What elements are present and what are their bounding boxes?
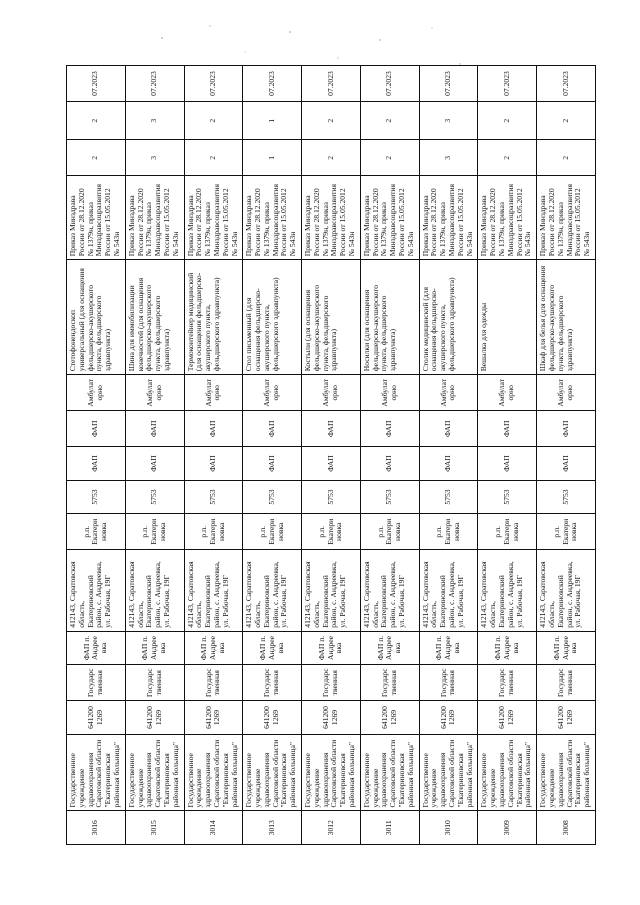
cell-id: 3008 <box>537 811 596 845</box>
cell-type1: ФАП <box>360 447 419 481</box>
cell-qty2: 2 <box>67 102 126 140</box>
cell-care: Амбулаторно <box>478 375 537 411</box>
cell-type2: ФАП <box>243 411 302 447</box>
cell-id: 3009 <box>478 811 537 845</box>
cell-type2: ФАП <box>537 411 596 447</box>
cell-specialty: Вешалка для одежды <box>478 260 537 375</box>
cell-org: Государственное учреждение здравоохранения Саратовской области "Екатериновская районная больница" <box>537 734 596 811</box>
cell-address: 412143, Саратовская область, Екатериновский район, с. Андреевка, ул. Рабочая, 19Г <box>125 550 184 631</box>
cell-inn: 6412001269 <box>302 701 361 735</box>
cell-inn: 6412001269 <box>360 701 419 735</box>
cell-address: 412143, Саратовская область, Екатериновский район, с. Андреевка, ул. Рабочая, 19Г <box>67 550 126 631</box>
equipment-table <box>66 65 596 845</box>
cell-okato: 5753 <box>537 480 596 514</box>
cell-ownership: Государственная <box>419 665 478 701</box>
cell-okato: 5753 <box>67 480 126 514</box>
cell-qty2: 2 <box>360 102 419 140</box>
cell-settlement: р.п. Екатериновка <box>478 514 537 550</box>
cell-okato: 5753 <box>125 480 184 514</box>
cell-address: 412143, Саратовская область, Екатериновский район, с. Андреевка, ул. Рабочая, 19Г <box>537 550 596 631</box>
cell-specialty: Шина для иммобилизации конечностей (для оснащения фельдшерско-акушерского пункта, фельдшерского здравпункта) <box>125 260 184 375</box>
cell-order: Приказ Минздрава России от 28.12.2020 № 1379н, приказ Минздравсоцразвития России от 15.05.2012 № 543н <box>184 176 243 260</box>
cell-inn: 6412001269 <box>243 701 302 735</box>
cell-qty1: 1 <box>243 140 302 176</box>
cell-settlement: р.п. Екатериновка <box>243 514 302 550</box>
cell-care: Амбулаторно <box>243 375 302 411</box>
cell-ownership: Государственная <box>125 665 184 701</box>
cell-qty1: 2 <box>302 140 361 176</box>
cell-org: Государственное учреждение здравоохранения Саратовской области "Екатериновская районная больница" <box>184 734 243 811</box>
cell-name: ФАП п. Андреевка <box>184 631 243 665</box>
cell-care: Амбулаторно <box>184 375 243 411</box>
cell-ownership: Государственная <box>537 665 596 701</box>
cell-qty1: 2 <box>537 140 596 176</box>
cell-date: 07.2023 <box>302 66 361 102</box>
cell-order: Приказ Минздрава России от 28.12.2020 № 1379н, приказ Минздравсоцразвития России от 15.05.2012 № 543н <box>419 176 478 260</box>
cell-date: 07.2023 <box>67 66 126 102</box>
cell-date: 07.2023 <box>184 66 243 102</box>
cell-id: 3012 <box>302 811 361 845</box>
cell-specialty: Стол письменный (для оснащения фельдшерско-акушерского пункта, фельдшерского здравпункта) <box>243 260 302 375</box>
cell-qty1: 3 <box>419 140 478 176</box>
table-row <box>184 66 243 845</box>
cell-org: Государственное учреждение здравоохранения Саратовской области "Екатериновская районная больница" <box>243 734 302 811</box>
cell-order: Приказ Минздрава России от 28.12.2020 № 1379н, приказ Минздравсоцразвития России от 15.05.2012 № 543н <box>537 176 596 260</box>
cell-date: 07.2023 <box>537 66 596 102</box>
cell-address: 412143, Саратовская область, Екатериновский район, с. Андреевка, ул. Рабочая, 19Г <box>184 550 243 631</box>
cell-care: Амбулаторно <box>537 375 596 411</box>
cell-settlement: р.п. Екатериновка <box>67 514 126 550</box>
cell-qty2: 2 <box>537 102 596 140</box>
cell-specialty: Стетофонендоскоп универсальный (для оснащения фельдшерско-акушерского пункта, фельдшерского здравпункта) <box>67 260 126 375</box>
cell-qty2: 1 <box>243 102 302 140</box>
cell-okato: 5753 <box>478 480 537 514</box>
cell-date: 07.2023 <box>419 66 478 102</box>
cell-type1: ФАП <box>125 447 184 481</box>
cell-qty2: 2 <box>302 102 361 140</box>
cell-name: ФАП п. Андреевка <box>125 631 184 665</box>
cell-care: Амбулаторно <box>67 375 126 411</box>
cell-order: Приказ Минздрава России от 28.12.2020 № 1379н, приказ Минздравсоцразвития России от 15.05.2012 № 543н <box>302 176 361 260</box>
cell-id: 3013 <box>243 811 302 845</box>
cell-type1: ФАП <box>243 447 302 481</box>
cell-qty1: 2 <box>360 140 419 176</box>
table-row <box>243 66 302 845</box>
cell-okato: 5753 <box>360 480 419 514</box>
cell-address: 412143, Саратовская область, Екатериновский район, с. Андреевка, ул. Рабочая, 19Г <box>419 550 478 631</box>
cell-type2: ФАП <box>125 411 184 447</box>
cell-address: 412143, Саратовская область, Екатериновский район, с. Андреевка, ул. Рабочая, 19Г <box>478 550 537 631</box>
cell-org: Государственное учреждение здравоохранения Саратовской области "Екатериновская районная больница" <box>125 734 184 811</box>
cell-ownership: Государственная <box>243 665 302 701</box>
cell-settlement: р.п. Екатериновка <box>360 514 419 550</box>
cell-type1: ФАП <box>67 447 126 481</box>
cell-org: Государственное учреждение здравоохранения Саратовской области "Екатериновская районная больница" <box>360 734 419 811</box>
cell-qty2: 2 <box>478 102 537 140</box>
cell-type2: ФАП <box>184 411 243 447</box>
cell-okato: 5753 <box>184 480 243 514</box>
cell-order: Приказ Минздрава России от 28.12.2020 № 1379н, приказ Минздравсоцразвития России от 15.05.2012 № 543н <box>67 176 126 260</box>
cell-name: ФАП п. Андреевка <box>419 631 478 665</box>
cell-qty1: 2 <box>67 140 126 176</box>
cell-settlement: р.п. Екатериновка <box>302 514 361 550</box>
cell-ownership: Государственная <box>478 665 537 701</box>
cell-org: Государственное учреждение здравоохранения Саратовской области "Екатериновская районная больница" <box>67 734 126 811</box>
cell-id: 3011 <box>360 811 419 845</box>
cell-date: 07.2023 <box>125 66 184 102</box>
cell-id: 3010 <box>419 811 478 845</box>
cell-type1: ФАП <box>302 447 361 481</box>
cell-settlement: р.п. Екатериновка <box>537 514 596 550</box>
cell-specialty: Носилки (для оснащения фельдшерско-акушерского пункта, фельдшерского здравпункта) <box>360 260 419 375</box>
cell-name: ФАП п. Андреевка <box>302 631 361 665</box>
cell-name: ФАП п. Андреевка <box>537 631 596 665</box>
table-row <box>360 66 419 845</box>
table-row <box>302 66 361 845</box>
cell-qty1: 2 <box>478 140 537 176</box>
cell-inn: 6412001269 <box>184 701 243 735</box>
cell-okato: 5753 <box>243 480 302 514</box>
cell-okato: 5753 <box>302 480 361 514</box>
table-row <box>125 66 184 845</box>
cell-type2: ФАП <box>67 411 126 447</box>
cell-date: 07.2023 <box>478 66 537 102</box>
cell-settlement: р.п. Екатериновка <box>125 514 184 550</box>
cell-id: 3015 <box>125 811 184 845</box>
cell-date: 07.2023 <box>360 66 419 102</box>
cell-address: 412143, Саратовская область, Екатериновский район, с. Андреевка, ул. Рабочая, 19Г <box>360 550 419 631</box>
cell-care: Амбулаторно <box>419 375 478 411</box>
cell-date: 07.2023 <box>243 66 302 102</box>
cell-order: Приказ Минздрава России от 28.12.2020 № 1379н, приказ Минздравсоцразвития России от 15.05.2012 № 543н <box>360 176 419 260</box>
cell-id: 3016 <box>67 811 126 845</box>
cell-specialty: Столик медицинский (для оснащения фельдшерско-акушерского пункта, фельдшерского здравпункта) <box>419 260 478 375</box>
cell-type1: ФАП <box>478 447 537 481</box>
cell-id: 3014 <box>184 811 243 845</box>
cell-care: Амбулаторно <box>302 375 361 411</box>
cell-inn: 6412001269 <box>125 701 184 735</box>
cell-ownership: Государственная <box>360 665 419 701</box>
table-row <box>67 66 126 845</box>
cell-settlement: р.п. Екатериновка <box>184 514 243 550</box>
cell-inn: 6412001269 <box>419 701 478 735</box>
cell-type1: ФАП <box>419 447 478 481</box>
cell-name: ФАП п. Андреевка <box>67 631 126 665</box>
cell-care: Амбулаторно <box>360 375 419 411</box>
table-row <box>419 66 478 845</box>
cell-inn: 6412001269 <box>478 701 537 735</box>
cell-inn: 6412001269 <box>537 701 596 735</box>
cell-name: ФАП п. Андреевка <box>478 631 537 665</box>
cell-org: Государственное учреждение здравоохранения Саратовской области "Екатериновская районная больница" <box>419 734 478 811</box>
cell-ownership: Государственная <box>67 665 126 701</box>
cell-specialty: Шкаф для белья (для оснащения фельдшерско-акушерского пункта, фельдшерского здравпункта) <box>537 260 596 375</box>
cell-name: ФАП п. Андреевка <box>360 631 419 665</box>
cell-order: Приказ Минздрава России от 28.12.2020 № 1379н, приказ Минздравсоцразвития России от 15.05.2012 № 543н <box>125 176 184 260</box>
cell-type2: ФАП <box>302 411 361 447</box>
cell-qty2: 3 <box>125 102 184 140</box>
cell-org: Государственное учреждение здравоохранения Саратовской области "Екатериновская районная больница" <box>478 734 537 811</box>
cell-care: Амбулаторно <box>125 375 184 411</box>
cell-inn: 6412001269 <box>67 701 126 735</box>
cell-qty2: 3 <box>419 102 478 140</box>
cell-type1: ФАП <box>184 447 243 481</box>
cell-type1: ФАП <box>537 447 596 481</box>
cell-order: Приказ Минздрава России от 28.12.2020 № 1379н, приказ Минздравсоцразвития России от 15.05.2012 № 543н <box>243 176 302 260</box>
cell-settlement: р.п. Екатериновка <box>419 514 478 550</box>
cell-qty1: 2 <box>184 140 243 176</box>
cell-ownership: Государственная <box>184 665 243 701</box>
cell-name: ФАП п. Андреевка <box>243 631 302 665</box>
cell-specialty: Костыли (для оснащения фельдшерско-акушерского пункта, фельдшерского здравпункта) <box>302 260 361 375</box>
cell-address: 412143, Саратовская область, Екатериновский район, с. Андреевка, ул. Рабочая, 19Г <box>302 550 361 631</box>
cell-org: Государственное учреждение здравоохранения Саратовской области "Екатериновская районная больница" <box>302 734 361 811</box>
cell-type2: ФАП <box>360 411 419 447</box>
cell-qty1: 3 <box>125 140 184 176</box>
cell-qty2: 2 <box>184 102 243 140</box>
cell-address: 412143, Саратовская область, Екатериновский район, с. Андреевка, ул. Рабочая, 19Г <box>243 550 302 631</box>
cell-specialty: Термоконтейнер медицинский (для оснащения фельдшерско-акушерского пункта, фельдшерского здравпункта) <box>184 260 243 375</box>
cell-type2: ФАП <box>478 411 537 447</box>
cell-okato: 5753 <box>419 480 478 514</box>
cell-ownership: Государственная <box>302 665 361 701</box>
table-row <box>478 66 537 845</box>
rotated-table-holder <box>66 65 596 845</box>
cell-type2: ФАП <box>419 411 478 447</box>
table-row <box>537 66 596 845</box>
cell-order: Приказ Минздрава России от 28.12.2020 № 1379н, приказ Минздравсоцразвития России от 15.05.2012 № 543н <box>478 176 537 260</box>
